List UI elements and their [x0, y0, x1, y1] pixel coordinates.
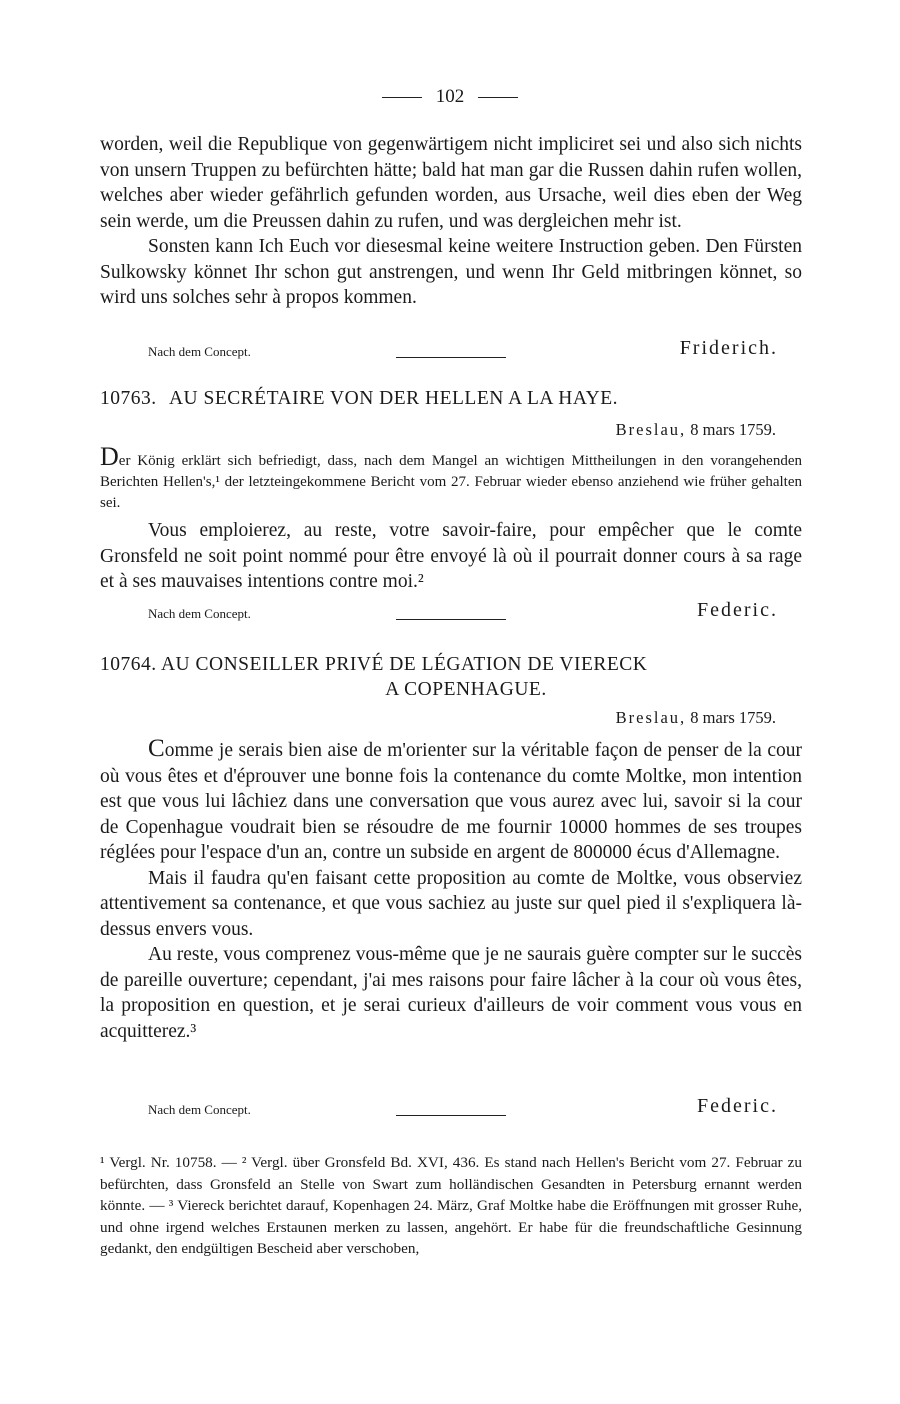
letter-number: 10764. [100, 654, 157, 675]
letter-number: 10763. [100, 388, 157, 409]
letter-paragraph-1 [100, 736, 802, 866]
summary-text: er König erklärt sich befriedigt, dass, nach dem Mangel an wichtigen Mittheilungen in den vorangehenden Berichten Hellen's,¹ der letzteingekommene Bericht vom 27. Februar wieder ebenso anziehend wie früher gehalten sei. [100, 453, 802, 511]
signature: Federic. [697, 1095, 778, 1117]
opening-paragraph-1: worden, weil die Republique von gegenwärtigem nicht impliciret sei und also sich nichts von unsern Truppen zu befürchten hätte; bald hat man gar die Russen dahin rufen wollen, welches aber wieder gefährlich gefunden worden, aus Ursache, weil dies eben der Weg sein werde, um die Preussen dahin zu rufen, und was dergleichen mehr ist. [100, 134, 802, 232]
footnotes [100, 1152, 802, 1260]
separator-rule [396, 1115, 506, 1116]
opening-paragraph-2: Sonsten kann Ich Euch vor diesesmal keine weitere Instruction geben. Den Fürsten Sulkowsky könnet Ihr schon gut anstrengen, und wenn Ihr Geld mitbringen könnet, so wird uns solches sehr à propos kommen. [100, 236, 802, 308]
separator-rule [396, 619, 506, 620]
signature-line-10763 [100, 598, 802, 624]
letter-heading-10763 [100, 388, 802, 410]
header-rule-right [478, 97, 518, 98]
paragraph-text: omme je serais bien aise de m'orienter sur la véritable façon de penser de la cour où vous êtes et d'éprouver une bonne fois la contenance du comte Moltke, mon intention est que vous lui lâchiez dans une conversation que vous aurez avec lui, savoir si la cour de Copenhague voudrait bien se résoudre de me fournir 10000 hommes de ses troupes réglées pour l'espace d'un an, contre un subside en argent de 800000 écus d'Allemagne. [100, 740, 802, 863]
letter-text-10763 [100, 518, 802, 595]
page-number: 102 [435, 86, 465, 107]
opening-text [100, 132, 802, 311]
signature: Friderich. [679, 337, 778, 359]
separator-rule [396, 357, 506, 358]
dateline-place: Breslau, [615, 420, 687, 439]
dateline-place: Breslau, [615, 708, 687, 727]
letter-paragraph-2: Mais il faudra qu'en faisant cette proposition au comte de Moltke, vous observiez attentivement sa contenance, et que vous sachiez au juste sur quel pied il s'expliquera là-dessus envers vous. [100, 867, 802, 940]
letter-title-line-1: AU CONSEILLER PRIVÉ DE LÉGATION DE VIERECK [160, 654, 648, 675]
dateline-10763 [616, 420, 776, 440]
dateline-date: 8 mars 1759. [690, 708, 776, 727]
page-header [0, 86, 900, 108]
source-note: Nach dem Concept. [148, 1102, 251, 1117]
footnote-text: ¹ Vergl. Nr. 10758. — ² Vergl. über Gronsfeld Bd. XVI, 436. Es stand nach Hellen's Bericht vom 27. Februar zu befürchten, dass Gronsfeld an Stelle von Swart zum holländischen Gesandten in Petersburg ernannt werden könnte. — ³ Viereck berichtet darauf, Kopenhagen 24. März, Graf Moltke habe die Eröffnungen mit grosser Ruhe, und ohne irgend welches Erstaunen merken zu lassen, angehört. Er habe für die freundschaftliche Gesinnung gedankt, den endgültigen Bescheid aber verschoben, [100, 1154, 802, 1257]
letter-text-10764 [100, 736, 802, 1044]
letter-title: AU SECRÉTAIRE VON DER HELLEN A LA HAYE. [168, 388, 619, 409]
signature-line-10764 [100, 1094, 802, 1120]
header-rule-left [382, 97, 422, 98]
summary-initial: D [100, 442, 119, 471]
signature: Federic. [697, 599, 778, 621]
letter-paragraph: Vous emploierez, au reste, votre savoir-faire, pour empêcher que le comte Gronsfeld ne soit point nommé pour être envoyé là où il pourrait donner cours à sa rage et à ses mauvaises intentions contre moi.² [100, 520, 802, 592]
letter-title-line-2: A COPENHAGUE. [385, 679, 547, 700]
opening-signature-line [100, 336, 802, 362]
letter-heading-10764 [100, 652, 802, 702]
letter-paragraph-3: Au reste, vous comprenez vous-même que je ne saurais guère compter sur le succès de pareille ouverture; cependant, j'ai mes raisons pour faire lâcher à la cour où vous êtes, la proposition en question, et je serai curieux d'ailleurs de voir comment vous vous en acquitterez.³ [100, 944, 802, 1042]
summary-10763 [100, 442, 802, 514]
source-note: Nach dem Concept. [148, 606, 251, 621]
paragraph-initial: C [148, 735, 165, 762]
source-note: Nach dem Concept. [148, 344, 251, 359]
dateline-date: 8 mars 1759. [690, 420, 776, 439]
dateline-10764 [616, 708, 776, 728]
